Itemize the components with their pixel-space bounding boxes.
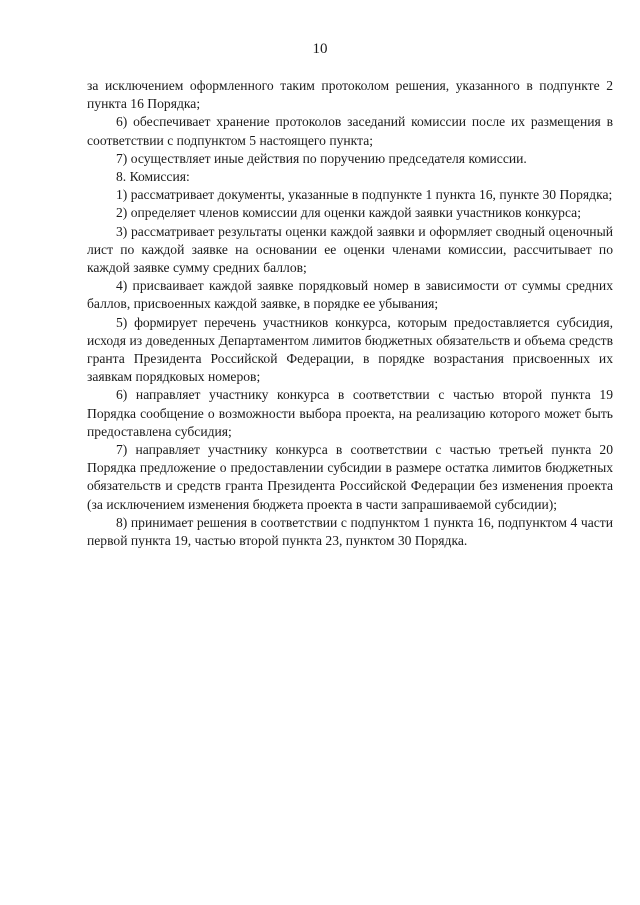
paragraph-commission-item-3: 3) рассматривает результаты оценки каждой заявки и оформляет сводный оценочный лист по каждой заявке на основании ее оценки членами комиссии, рассчитывает по каждой заявке сумму средних баллов; (87, 223, 613, 276)
paragraph-item-6-storage: 6) обеспечивает хранение протоколов заседаний комиссии после их размещения в соответствии с подпунктом 5 настоящего пункта; (87, 114, 613, 148)
paragraph-commission-item-8: 8) принимает решения в соответствии с подпунктом 1 пункта 16, подпунктом 4 части первой пункта 19, частью второй пункта 23, пунктом 30 Порядка. (87, 514, 613, 549)
page-number: 10 (312, 41, 328, 57)
paragraph-commission-item-2: 2) определяет членов комиссии для оценки каждой заявки участников конкурса; (116, 205, 581, 221)
paragraph-commission-item-6: 6) направляет участнику конкурса в соответствии с частью второй пункта 19 Порядка сообщение о возможности выбора проекта, на реализацию которого может быть предоставлена субсидия; (87, 387, 613, 439)
paragraph-commission-item-4: 4) присваивает каждой заявке порядковый номер в зависимости от суммы средних баллов, присвоенных каждой заявке, в порядке ее убывания; (87, 278, 613, 312)
paragraph-commission-item-1: 1) рассматривает документы, указанные в подпункте 1 пункта 16, пункте 30 Порядка; (116, 187, 613, 203)
document-body (87, 77, 613, 550)
paragraph-continuation: за исключением оформленного таким протоколом решения, указанного в подпункте 2 пункта 16 Порядка; (87, 78, 613, 112)
paragraph-commission-item-5: 5) формирует перечень участников конкурса, которым предоставляется субсидия, исходя из доведенных Департаментом лимитов бюджетных обязательств и объема средств гранта Президента Российской Федерации, в порядке возрастания присвоенных их заявкам порядковых номеров; (87, 314, 613, 385)
paragraph-item-7-other-actions: 7) осуществляет иные действия по поручению председателя комиссии. (116, 150, 527, 166)
paragraph-commission-item-7: 7) направляет участнику конкурса в соответствии с частью третьей пункта 20 Порядка предложение о предоставлении субсидии в размере остатка лимитов бюджетных обязательств и средств гранта Президента Российской Федерации без изменения проекта (за исключением изменения бюджета проекта в части запрашиваемой субсидии); (87, 442, 613, 512)
section-heading-commission: 8. Комиссия: (116, 169, 190, 185)
